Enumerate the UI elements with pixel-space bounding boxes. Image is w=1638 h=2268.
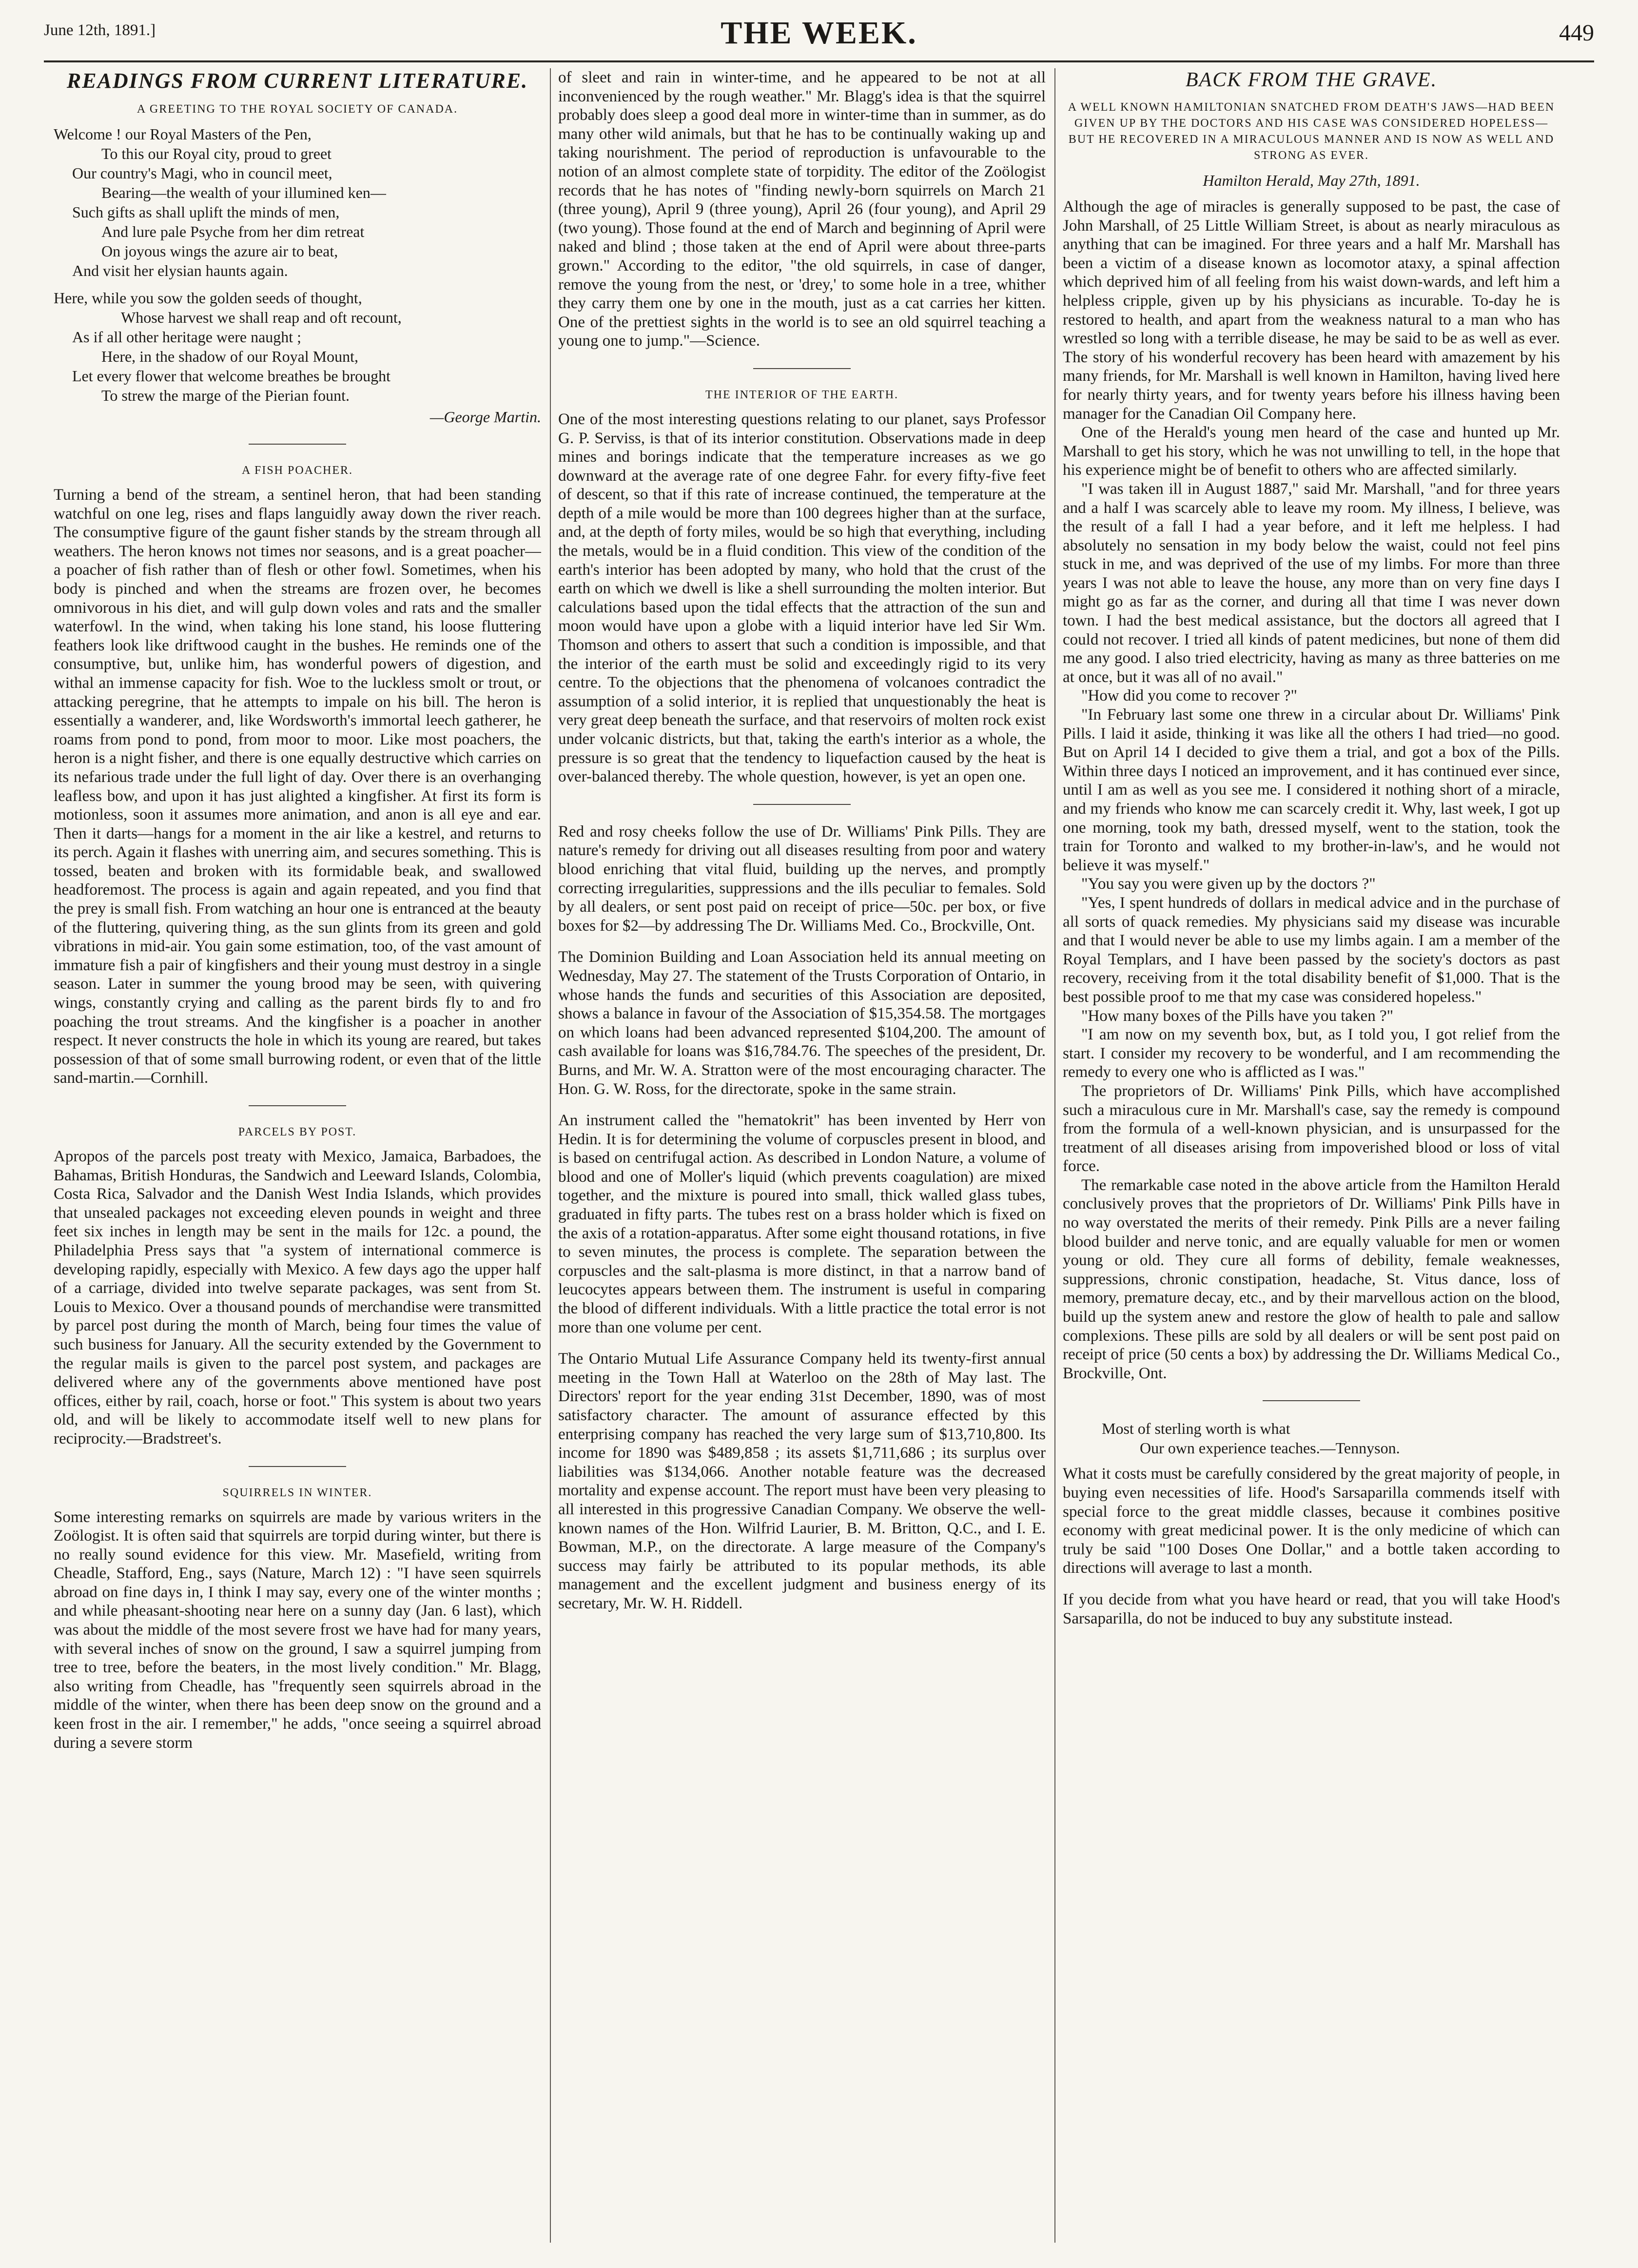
poem-author: —George Martin. [429, 408, 541, 426]
poem-line: On joyous wings the azure air to beat, [101, 242, 338, 260]
epigraph-line: Most of sterling worth is what [1102, 1420, 1290, 1438]
section-divider [753, 368, 851, 369]
article-body: One of the most interesting questions relating to our planet, says Professor G. P. Serviss, is that of its interior constitution. Observations made in deep mines and borings indicate that the temperature increases as we go downward at the average rate of one degree Fahr. for every fifty-five feet of descent, so that if this rate of increase continued, the temperature at the depth of a mile would be more than 100 degrees higher than at the surface, and, at the depth of forty miles, would be so high that everything, including the metals, would be in a fluid condition. This view of the condition of the earth's interior has been adopted by many, who hold that the crust of the earth on which we dwell is like a shell surrounding the molten interior. But calculations based upon the tidal effects that the attraction of the sun and moon would have upon a globe with a liquid interior have led Sir Wm. Thomson and others to assert that such a condition is impossible, and that the interior of the earth must be solid and exceedingly rigid to its very centre. To the objections that the phenomena of volcanoes contradict the assumption of a solid interior, it is replied that unquestionably the heat is very great deep beneath the surface, and that reservoirs of molten rock exist under volcanic districts, but that, taking the earth's interior as a whole, the pressure is so great that the tendency to liquefaction caused by the heat is over-balanced thereby. The whole question, however, is yet an open one. [558, 410, 1046, 786]
section-divider [249, 1105, 346, 1106]
article-paragraph: The remarkable case noted in the above article from the Hamilton Herald conclusively proves that the proprietors of Dr. Williams' Pink Pills have in no way overstated the merits of their remedy. Pink Pills are a never failing blood builder and nerve tonic, and are equally valuable for men or women young or old. They cure all forms of debility, female weaknesses, suppressions, chronic constipation, headache, St. Vitus dance, loss of memory, premature decay, etc., and by their marvellous action on the blood, build up the system anew and restore the glow of health to pale and sallow complexions. These pills are sold by all dealers or will be sent post paid on receipt of price (50 cents a box) by addressing the Dr. Williams Medical Co., Brockville, Ont. [1063, 1176, 1560, 1382]
news-paragraph: The Ontario Mutual Life Assurance Company held its twenty-first annual meeting in the Town Hall at Waterloo on the 28th of May last. The Directors' report for the year ending 31st December, 1890, was of most satisfactory character. The amount of assurance effected by this enterprising company has reached the very large sum of $13,710,800. Its income for 1890 was $489,858 ; its assets $1,711,686 ; its surplus over liabilities was $134,066. Another notable feature was the decreased mortality and expense account. The report must have been very pleasing to all interested in this progressive Canadian Company. We observe the well-known names of the Hon. Wilfrid Laurier, B. M. Britton, Q.C., and I. E. Bowman, M.P., on the directorate. A large measure of the Company's success may fairly be attributed to its popular methods, its able management and the excellent judgment and business energy of its secretary, Mr. W. H. Riddell. [558, 1350, 1046, 1612]
epigraph-line: Our own experience teaches.—Tennyson. [1140, 1439, 1400, 1457]
article-title: A FISH POACHER. [241, 464, 353, 477]
column-rule [550, 68, 551, 2243]
article-paragraph: The proprietors of Dr. Williams' Pink Pills, which have accomplished such a miraculous cure in Mr. Marshall's case, say the remedy is compound from the formula of a well-known physician, and is unsurpassed for the treatment of all diseases arising from impoverished blood or loss of vital force. [1063, 1082, 1560, 1175]
poem-line: Such gifts as shall uplift the minds of men, [72, 203, 340, 221]
poem-line: And visit her elysian haunts again. [72, 262, 288, 279]
column-1 [54, 68, 541, 2252]
poem-line: Welcome ! our Royal Masters of the Pen, [54, 125, 312, 143]
news-paragraph: The Dominion Building and Loan Association held its annual meeting on Wednesday, May 27. The statement of the Trusts Corporation of Ontario, in whose hands the funds and securities of this Association are deposited, shows a balance in favour of the Association of $15,354.58. The mortgages on which loans had been advanced represented $104,200. The amount of cash available for loans was $16,784.76. The speeches of the president, Dr. Burns, and Mr. W. A. Stratton were of the most encouraging character. The Hon. G. W. Ross, for the directorate, spoke in the same strain. [558, 948, 1046, 1098]
dateline: Hamilton Herald, May 27th, 1891. [1203, 172, 1420, 189]
advert-paragraph: What it costs must be carefully considered by the great majority of people, in buying even necessities of life. Hood's Sarsaparilla commends itself with special force to the great middle classes, because it combines positive economy with great medicinal power. It is the only medicine of which can truly be said "100 Doses One Dollar," and a bottle taken according to directions will average to last a month. [1063, 1465, 1560, 1577]
section-divider [753, 804, 851, 805]
poem-line: Let every flower that welcome breathes be brought [72, 367, 391, 385]
article-paragraph: "I am now on my seventh box, but, as I told you, I got relief from the start. I consider my recovery to be wonderful, and I am recommending the remedy to every one who is afflicted as I was." [1063, 1026, 1560, 1081]
poem-line: And lure pale Psyche from her dim retreat [101, 223, 365, 240]
article-paragraph: Although the age of miracles is generally supposed to be past, the case of John Marshall, of 25 Little William Street, is about as nearly miraculous as anything that can be imagined. For three years and a half Mr. Marshall has been a victim of a disease known as locomotor ataxy, a spinal affection which deprived him of all feeling from his waist down-wards, and left him a helpless cripple, given up by his physicians as incurable. To-day he is restored to health, and apart from the weakness natural to a man who has wrestled so long with a terrible disease, he may be said to be as well as ever. The story of his wonderful recovery has been heard with amazement by his many friends, for Mr. Marshall is well known in Hamilton, having lived here for nearly thirty years, and for twenty years before his illness having been manager for the Canadian Oil Company here. [1063, 198, 1560, 423]
advert-paragraph: Red and rosy cheeks follow the use of Dr. Williams' Pink Pills. They are nature's remedy for driving out all diseases resulting from poor and watery blood enriching that vital fluid, building up the nerves, and promptly correcting irregularities, suppressions and the ills peculiar to females. Sold by all dealers, or sent post paid on receipt of price—50c. per box, or five boxes for $2—by addressing The Dr. Williams Med. Co., Brockville, Ont. [558, 822, 1046, 935]
advert-paragraph: If you decide from what you have heard or read, that you will take Hood's Sarsaparilla, do not be induced to buy any substitute instead. [1063, 1590, 1560, 1627]
article-body: Some interesting remarks on squirrels are made by various writers in the Zoölogist. It is often said that squirrels are torpid during winter, but there is no really sound evidence for this view. Mr. Masefield, writing from Cheadle, Stafford, Eng., says (Nature, March 12) : "I have seen squirrels abroad on fine days in, I think I may say, every one of the winter months ; and while pheasant-shooting near here on a sunny day (Jan. 6 last), which was about the middle of the most severe frost we have had for many years, with several inches of snow on the ground, I saw a squirrel jumping from tree to tree, before the beaters, in the most lively condition." Mr. Blagg, also writing from Cheadle, has "frequently seen squirrels abroad in the middle of the winter, when there has been deep snow on the ground and a keen frost in the air. I remember," he adds, "once seeing a squirrel abroad during a severe storm [54, 1508, 541, 1752]
poem-title: A GREETING TO THE ROYAL SOCIETY OF CANADA. [136, 103, 458, 116]
article-subtitle: A WELL KNOWN HAMILTONIAN SNATCHED FROM DEATH'S JAWS—HAD BEEN GIVEN UP BY THE DOCTORS AND HIS CASE WAS CONSIDERED HOPELESS—BUT HE RECOVERED IN A MIRACULOUS MANNER AND IS NOW AS WELL AND STRONG AS EVER. [1068, 101, 1555, 162]
poem-line: Here, in the shadow of our Royal Mount, [101, 348, 359, 365]
article-body: Apropos of the parcels post treaty with Mexico, Jamaica, Barbadoes, the Bahamas, British Honduras, the Sandwich and Leeward Islands, Colombia, Costa Rica, Salvador and the Danish West India Islands, which provides that unsealed packages not exceeding eleven pounds in weight and three feet six inches in length may be sent in the mails for 12c. a pound, the Philadelphia Press says that "a system of international commerce is developing rapidly, especially with Mexico. A few days ago the upper half of a carriage, divided into twelve separate packages, was sent from St. Louis to Mexico. Over a thousand pounds of merchandise were transmitted by parcel post during the month of March, being four times the value of such business for January. All the security extended by the Government to the regular mails is given to the parcel post system, and packages are delivered where any of the governments above mentioned have post offices, either by rail, coach, horse or foot." This system is about two years old, and will be likely to accommodate itself well to new plans for reciprocity.—Bradstreet's. [54, 1148, 541, 1447]
poem-line: Here, while you sow the golden seeds of thought, [54, 289, 362, 307]
poem-line: Bearing—the wealth of your illumined ken— [101, 184, 386, 201]
section-divider [1263, 1400, 1360, 1401]
poem-line: To this our Royal city, proud to greet [101, 145, 332, 162]
column-3 [1063, 68, 1560, 2252]
column-2 [558, 68, 1046, 2252]
column-rule [1054, 68, 1055, 2243]
poem-line: Our country's Magi, who in council meet, [72, 164, 332, 182]
article-paragraph: "Yes, I spent hundreds of dollars in medical advice and in the purchase of all sorts of quack remedies. My physicians said my disease was incurable and that I would never be able to use my limbs again. I am a member of the Royal Templars, and I have been passed by the society's doctors as past recovery, receiving from it the total disability benefit of $1,000. That is the best possible proof to me that my case was considered hopeless." [1063, 894, 1560, 1006]
article-body: of sleet and rain in winter-time, and he appeared to be not at all inconvenienced by the rough weather." Mr. Blagg's idea is that the squirrel probably does sleep a good deal more in winter-time than in summer, as do many other wild animals, but that he has to be continually waking up and taking nourishment. The period of reproduction is unfavourable to the notion of an almost complete state of torpidity. The editor of the Zoölogist records that he has notes of "finding newly-born squirrels on March 21 (three young), April 9 (three young), April 26 (four young), and April 29 (two young). Those found at the end of March and beginning of April were naked and blind ; those taken at the end of April were about three-parts grown." According to the editor, "the old squirrels, in case of danger, remove the young from the nest, or 'drey,' to some hole in a tree, whither they carry them one by one in the mouth, just as a cat carries her kitten. One of the prettiest sights in the world is to see an old squirrel teaching a young one to jump."—Science. [558, 69, 1046, 350]
masthead-title: THE WEEK. [721, 15, 917, 51]
article-paragraph: One of the Herald's young men heard of the case and hunted up Mr. Marshall to get his story, which he was not unwilling to tell, in the hope that his experience might be of benefit to others who are affected similarly. [1063, 424, 1560, 479]
issue-date: June 12th, 1891.] [44, 21, 156, 39]
page-header [44, 7, 1594, 62]
article-title: BACK FROM THE GRAVE. [1185, 69, 1438, 91]
article-paragraph: "You say you were given up by the doctors ?" [1081, 875, 1376, 893]
article-paragraph: "In February last some one threw in a circular about Dr. Williams' Pink Pills. I laid it aside, thinking it was like all the others I had tried—no good. But on April 14 I decided to give them a trial, and got a box of the Pills. Within three days I noticed an improvement, and it has continued ever since, until I am as well as you see me. I considered it nothing short of a miracle, and my friends who know me can scarcely credit it. Why, last week, I got up one morning, took my bath, dressed myself, went to the station, took the train for Toronto and walked to my brother-in-law's, and he would not believe it was myself." [1063, 706, 1560, 874]
section-divider [249, 444, 346, 445]
article-title: PARCELS BY POST. [238, 1126, 357, 1138]
article-body: Turning a bend of the stream, a sentinel heron, that had been standing watchful on one leg, rises and flaps languidly away down the river reach. The consumptive figure of the gaunt fisher stands by the stream through all weathers. The heron knows not times nor seasons, and is a great poacher—a poacher of fish rather than of flesh or other fowl. Sometimes, when his body is pinched and when the streams are frozen over, he becomes omnivorous in his diet, and will gulp down voles and rats and the smaller waterfowl. In the wind, when taking his lone stand, his loose fluttering feathers look like driftwood caught in the bushes. He reminds one of the consumptive, but, unlike him, has wonderful powers of digestion, and withal an immense capacity for fish. Woe to the luckless smolt or trout, or attacking peregrine, that he attempts to impale on his bill. The heron is essentially a wanderer, and, like Wordsworth's immortal leech gatherer, he roams from pond to pond, from moor to moor. Like most poachers, the heron is a night fisher, and there is one equally destructive which carries on its nefarious trade under the full light of day. Over there is an overhanging leafless bow, and upon it has just alighted a kingfisher. At first its form is motionless, soon it assumes more animation, and anon is all eye and ear. Then it darts—hangs for a moment in the air like a kestrel, and returns to its perch. Again it flashes with unerring aim, and secures something. This is tossed, beaten and broken with its formidable beak, and swallowed headforemost. The process is again and again repeated, and you find that the prey is small fish. From watching an hour one is entranced at the beauty of the fluttering, quivering thing, as the sun glints from its green and gold vibrations in mid-air. You gain some estimation, too, of the vast amount of immature fish a pair of kingfishers and their young must destroy in a single season. Later in summer the young brood may be seen, with quivering wings, constantly crying and calling as the parent birds fly to and fro poaching the trout streams. And the kingfisher is a poacher in another respect. It never constructs the hole in which its young are reared, but takes possession of that of some small burrowing rodent, or even that of the little sand-martin.—Cornhill. [54, 486, 541, 1087]
section-divider [249, 1466, 346, 1467]
section-title: READINGS FROM CURRENT LITERATURE. [66, 69, 528, 93]
poem [54, 124, 541, 405]
news-paragraph: An instrument called the "hematokrit" has been invented by Herr von Hedin. It is for determining the volume of corpuscles present in blood, and is based on centrifugal action. As described in London Nature, a volume of blood and one of Moller's liquid (which prevents coagulation) are mixed together, and the mixture is poured into small, thick walled glass tubes, graduated in fifty parts. The tubes rest on a brass holder which is fixed on the axis of a rotation-apparatus. After some eight thousand rotations, in five to seven minutes, the process is complete. The separation between the corpuscles and the salt-plasma is more distinct, in that a narrow band of leucocytes appears between them. The instrument is useful in comparing the blood of different individuals. With a little practice the total error is not more than one volume per cent. [558, 1112, 1046, 1336]
poem-line: As if all other heritage were naught ; [72, 328, 302, 346]
poem-line: To strew the marge of the Pierian fount. [101, 387, 350, 404]
article-title: THE INTERIOR OF THE EARTH. [705, 388, 899, 401]
article-paragraph: "I was taken ill in August 1887," said Mr. Marshall, "and for three years and a half I was scarcely able to leave my room. My illness, I believe, was the result of a fall I had a year before, and it left me helpless. I had absolutely no sensation in my body below the waist, could not feel pins stuck in me, and was deprived of the use of my limbs. For more than three years I was not able to leave the house, any more than on very fine days I might go as far as the corner, and during all that time I was never down town. I had the best medical assistance, but the doctors all agreed that I could not recover. I tried all kinds of patent medicines, but none of them did me any good. I also tried electricity, having as many as three batteries on me at once, but it was all of no avail." [1063, 480, 1560, 686]
article-title: SQUIRRELS IN WINTER. [222, 1486, 372, 1499]
poem-line: Whose harvest we shall reap and oft recount, [121, 309, 402, 326]
epigraph [1063, 1419, 1560, 1458]
article-paragraph: "How did you come to recover ?" [1081, 687, 1297, 705]
page-number: 449 [1559, 20, 1594, 46]
article-paragraph: "How many boxes of the Pills have you taken ?" [1081, 1007, 1394, 1025]
